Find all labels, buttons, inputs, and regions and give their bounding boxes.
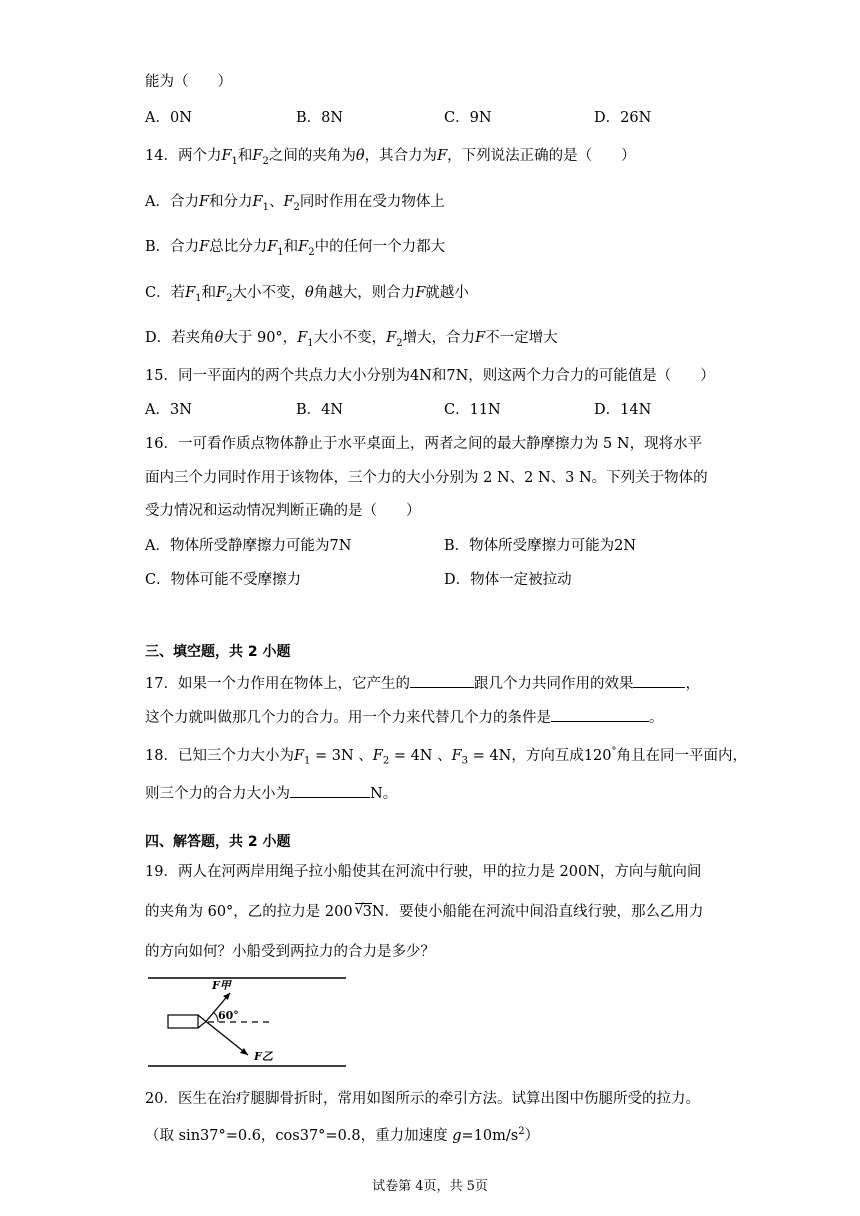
q14-option-d: D．若夹角θ大于 90°，$F_1$大小不变，$F_2$增大，合力F不一定增大 <box>145 330 558 349</box>
q15-option-c: C．11N <box>444 402 501 418</box>
q16-option-d: D．物体一定被拉动 <box>444 572 572 588</box>
page-footer: 试卷第 4页，共 5页 <box>372 1179 488 1194</box>
boat-bow <box>198 1015 206 1028</box>
q13-option-b: B．8N <box>296 110 344 126</box>
q16-stem-line-3: 受力情况和运动情况判断正确的是（ ） <box>145 503 421 519</box>
q17-blank-3[interactable] <box>551 706 649 722</box>
q14-option-c: C．若$F_1$和$F_2$大小不变，θ角越大，则合力F就越小 <box>145 285 469 304</box>
q14-option-a: A．合力F和分力$F_1$、$F_2$同时作用在受力物体上 <box>145 194 445 213</box>
q16-stem-line-2: 面内三个力同时作用于该物体，三个力的大小分别为 2 N、2 N、3 N。下列关于物体的 <box>145 470 708 486</box>
q13-option-d: D．26N <box>594 110 652 126</box>
q14-stem: 14．两个力$F_1$和$F_2$之间的夹角为θ，其合力为F，下列说法正确的是（ ） <box>145 148 636 167</box>
q19-line-1: 19．两人在河两岸用绳子拉小船使其在河流中行驶，甲的拉力是 200N，方向与航向间 <box>145 864 702 880</box>
boat-force-svg <box>148 975 348 1070</box>
q19-line-3: 的方向如何？小船受到两拉力的合力是多少？ <box>145 944 435 960</box>
force-yi-arrow <box>206 1022 248 1056</box>
q20-line-2: （取 sin37°=0.6，cos37°=0.8，重力加速度 $g=10m/s^2$） <box>145 1126 540 1144</box>
q19-boat-diagram <box>148 975 348 1070</box>
f-yi-label: F乙 <box>254 1050 273 1063</box>
q15-option-b: B．4N <box>296 402 344 418</box>
angle-label: 60° <box>218 1009 239 1022</box>
q16-option-a: A．物体所受静摩擦力可能为7N <box>145 538 352 554</box>
sqrt-symbol: √ 3 <box>354 902 372 920</box>
q16-option-b: B．物体所受摩擦力可能为2N <box>444 538 637 554</box>
q14-option-b: B．合力F总比分力$F_1$和$F_2$中的任何一个力都大 <box>145 239 446 258</box>
q18-line-2: 则三个力的合力大小为 N。 <box>145 782 397 804</box>
q16-option-c: C．物体可能不受摩擦力 <box>145 572 302 588</box>
q15-option-d: D．14N <box>594 402 652 418</box>
q13-option-a: A．0N <box>145 110 192 126</box>
q13-option-c: C．9N <box>444 110 492 126</box>
q18-blank[interactable] <box>290 782 370 798</box>
q15-option-a: A．3N <box>145 402 192 418</box>
q16-stem-line-1: 16．一可看作质点物体静止于水平桌面上，两者之间的最大静摩擦力为 5 N，现将水平 <box>145 436 703 452</box>
q17-line-2: 这个力就叫做那几个力的合力。用一个力来代替几个力的条件是 。 <box>145 706 664 728</box>
q17-blank-2[interactable] <box>633 672 685 688</box>
q19-line-2: 的夹角为 60°，乙的拉力是 200 √ 3N．要使小船能在河流中间沿直线行驶，那么乙用力 <box>145 902 704 920</box>
q17-line-1: 17．如果一个力作用在物体上，它产生的 跟几个力共同作用的效果 ， <box>145 672 700 694</box>
boat-body <box>168 1015 198 1028</box>
section-3-title: 三、填空题，共 2 小题 <box>145 644 291 660</box>
force-jia-arrowhead <box>223 993 230 1000</box>
q17-blank-1[interactable] <box>410 672 474 688</box>
q18-line-1: 18．已知三个力大小为$F_1 = 3N$ 、$F_2 = 4N$ 、$F_3 = 4N$，方向互成120°角且在同一平面内， <box>145 746 748 767</box>
f-jia-label: F甲 <box>212 979 231 992</box>
section-4-title: 四、解答题，共 2 小题 <box>145 834 291 850</box>
q20-line-1: 20．医生在治疗腿脚骨折时，常用如图所示的牵引方法。试算出图中伤腿所受的拉力。 <box>145 1091 700 1107</box>
q15-stem: 15．同一平面内的两个共点力大小分别为4N和7N，则这两个力合力的可能值是（ ） <box>145 368 715 384</box>
q13-tail: 能为（ ） <box>145 74 232 90</box>
